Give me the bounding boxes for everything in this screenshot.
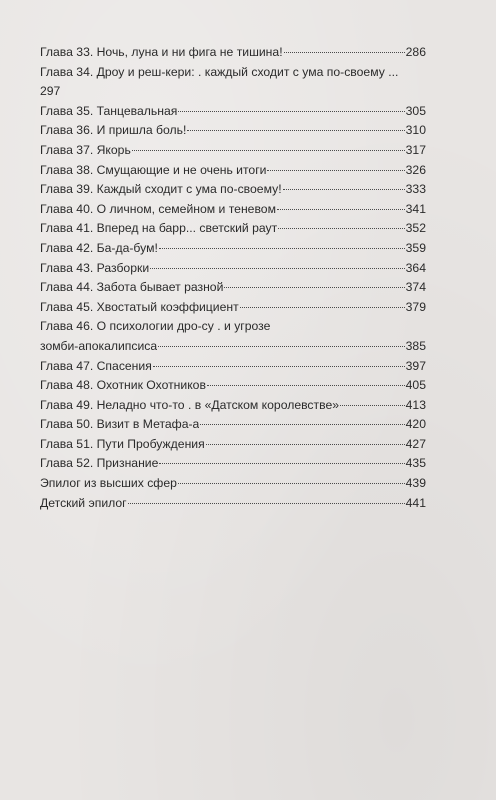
toc-entry-title-line1: Глава 46. О психологии дро-су . и угрозе — [40, 319, 271, 334]
toc-entry-37 — [40, 141, 426, 161]
dot-leader — [132, 150, 405, 151]
toc-entry-title: Глава 44. Забота бывает разной — [40, 280, 224, 295]
dot-leader — [128, 503, 405, 504]
toc-entry-title-line2: зомби-апокалипсиса — [40, 338, 158, 353]
toc-entry-title: Глава 42. Ба-да-бум! — [40, 240, 158, 255]
toc-entry-47 — [40, 357, 426, 377]
toc-entry-49 — [40, 396, 426, 416]
toc-entry-title: Детский эпилог — [40, 495, 127, 510]
toc-entry-page: 317 — [405, 142, 426, 157]
toc-entry-39 — [40, 180, 426, 200]
toc-entry-page: 333 — [405, 182, 426, 197]
toc-entry-page: 379 — [405, 299, 426, 314]
dot-leader — [178, 111, 404, 112]
toc-entry-51 — [40, 435, 426, 455]
table-of-contents — [40, 43, 426, 513]
toc-entry-title: Глава 51. Пути Пробуждения — [40, 436, 205, 451]
dot-leader — [153, 366, 405, 367]
toc-entry-page: 441 — [405, 495, 426, 510]
toc-entry-page: 413 — [405, 397, 426, 412]
dot-leader — [159, 463, 404, 464]
toc-entry-page: 326 — [405, 162, 426, 177]
dot-leader — [284, 52, 405, 53]
toc-entry-page: 341 — [405, 201, 426, 216]
toc-entry-36 — [40, 121, 426, 141]
toc-entry-title: Глава 36. И пришла боль! — [40, 123, 187, 138]
toc-entry-46 — [40, 317, 426, 356]
toc-entry-title: Глава 41. Вперед на барр... светский раут — [40, 221, 278, 236]
toc-entry-page: 297 — [40, 84, 61, 99]
toc-entry-title: Глава 33. Ночь, луна и ни фига не тишина! — [40, 45, 283, 59]
toc-entry-33 — [40, 43, 426, 63]
toc-entry-42 — [40, 239, 426, 259]
toc-entry-page: 427 — [405, 436, 426, 451]
dot-leader — [207, 385, 405, 386]
toc-entry-52 — [40, 454, 426, 474]
toc-entry-44 — [40, 278, 426, 298]
toc-entry-35 — [40, 102, 426, 122]
toc-entry-title: Глава 48. Охотник Охотников — [40, 378, 206, 393]
toc-entry-page: 385 — [405, 338, 426, 353]
toc-entry-title: Глава 37. Якорь — [40, 142, 131, 157]
toc-entry-title: Глава 47. Спасения — [40, 358, 152, 373]
toc-entry-43 — [40, 259, 426, 279]
toc-entry-page: 439 — [405, 476, 426, 491]
dot-leader — [340, 405, 405, 406]
toc-entry-title: Глава 35. Танцевальная — [40, 103, 178, 118]
toc-entry-34 — [40, 63, 426, 102]
dot-leader — [200, 424, 404, 425]
dot-leader — [159, 248, 405, 249]
toc-entry-page: 435 — [405, 456, 426, 471]
toc-entry-38 — [40, 161, 426, 181]
dot-leader — [224, 287, 404, 288]
toc-entry-page: 352 — [405, 221, 426, 236]
toc-entry-page: 359 — [405, 240, 426, 255]
dot-leader — [240, 307, 405, 308]
toc-entry-title: Глава 34. Дроу и реш-кери: . каждый сходит с ума по-своему ... — [40, 64, 399, 79]
dot-leader — [277, 209, 405, 210]
toc-entry-title: Глава 38. Смущающие и не очень итоги — [40, 162, 267, 177]
dot-leader — [178, 483, 405, 484]
toc-entry-40 — [40, 200, 426, 220]
dot-leader — [187, 130, 404, 131]
dot-leader — [283, 189, 405, 190]
toc-entry-title: Глава 52. Признание — [40, 456, 159, 471]
dot-leader — [150, 268, 405, 269]
toc-entry-title: Эпилог из высших сфер — [40, 476, 177, 491]
toc-entry-page: 286 — [405, 45, 426, 59]
toc-entry-48 — [40, 376, 426, 396]
toc-entry-page: 405 — [405, 378, 426, 393]
toc-entry-title: Глава 45. Хвостатый коэффициент — [40, 299, 239, 314]
toc-entry-epilogue-higher — [40, 474, 426, 494]
toc-entry-45 — [40, 298, 426, 318]
toc-entry-title: Глава 39. Каждый сходит с ума по-своему! — [40, 182, 282, 197]
toc-entry-page: 374 — [405, 280, 426, 295]
toc-entry-page: 420 — [405, 417, 426, 432]
toc-entry-50 — [40, 415, 426, 435]
dot-leader — [278, 228, 404, 229]
toc-entry-page: 310 — [405, 123, 426, 138]
toc-entry-41 — [40, 219, 426, 239]
dot-leader — [267, 170, 404, 171]
toc-entry-title: Глава 49. Неладно что-то . в «Датском королевстве» — [40, 397, 340, 412]
toc-entry-title: Глава 43. Разборки — [40, 260, 150, 275]
dot-leader — [158, 346, 405, 347]
dot-leader — [206, 444, 405, 445]
toc-entry-title: Глава 40. О личном, семейном и теневом — [40, 201, 276, 216]
toc-entry-page: 305 — [405, 103, 426, 118]
toc-entry-title: Глава 50. Визит в Метафа-а — [40, 417, 200, 432]
toc-entry-page: 364 — [405, 260, 426, 275]
toc-entry-page: 397 — [405, 358, 426, 373]
toc-entry-epilogue-child — [40, 494, 426, 514]
